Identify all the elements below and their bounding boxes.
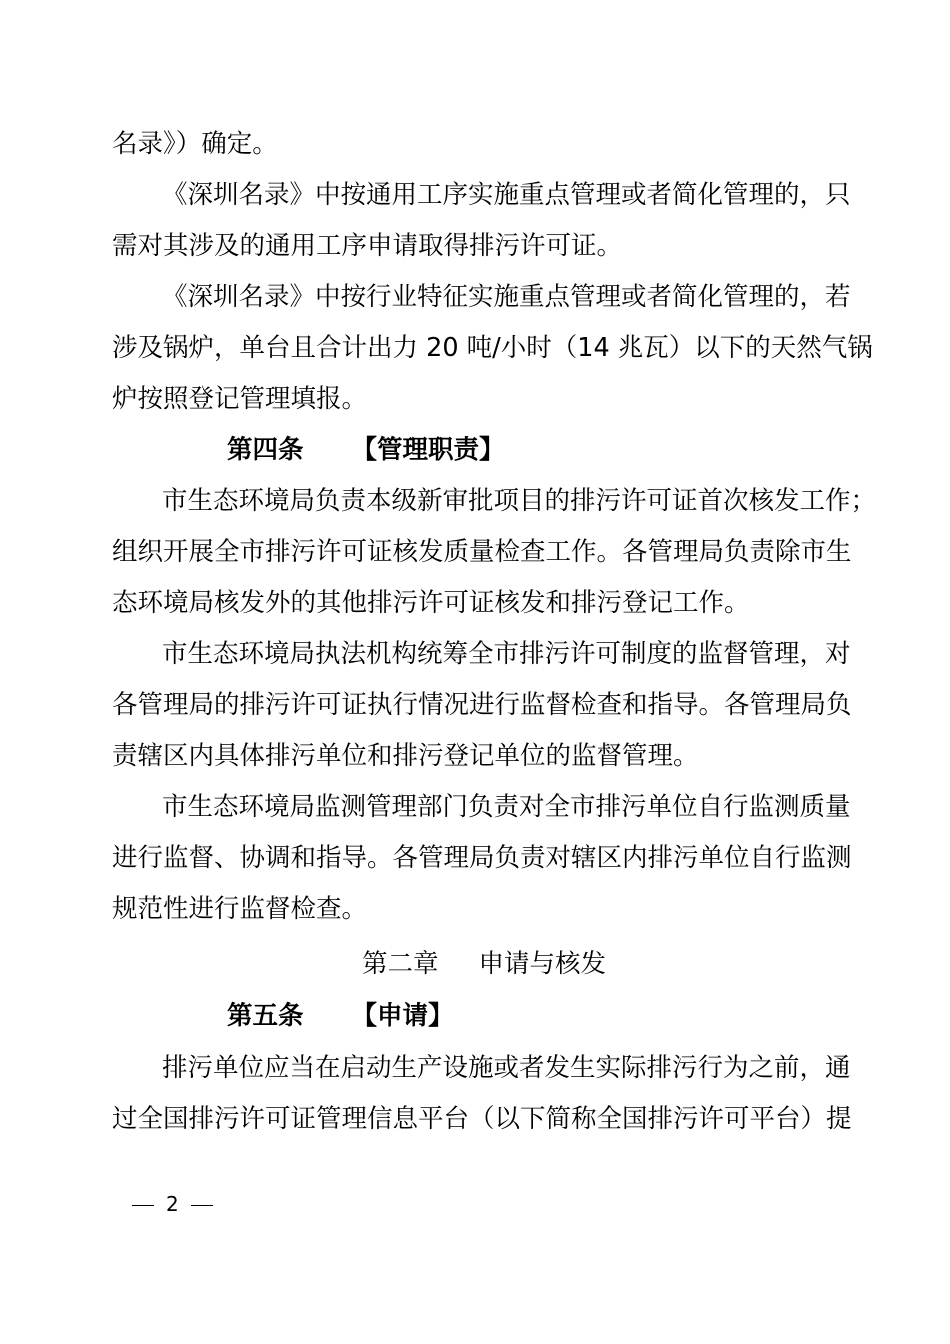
text-line: 名录》）确定。 [112, 129, 278, 159]
text-line: 排污单位应当在启动生产设施或者发生实际排污行为之前，通 [162, 1053, 851, 1083]
text-line: 各管理局的排污许可证执行情况进行监督检查和指导。各管理局负 [112, 690, 852, 720]
text-line: 组织开展全市排污许可证核发质量检查工作。各管理局负责除市生 [112, 537, 852, 567]
text-line: 过全国排污许可证管理信息平台（以下简称全国排污许可平台）提 [112, 1104, 852, 1134]
article-title: 【申请】 [351, 1001, 454, 1031]
article-title: 【管理职责】 [351, 435, 505, 465]
footer-dash-left [132, 1205, 154, 1207]
text-line: 《深圳名录》中按通用工序实施重点管理或者简化管理的，只 [162, 180, 851, 210]
text-line: 进行监督、协调和指导。各管理局负责对辖区内排污单位自行监测 [112, 843, 852, 873]
text-line: 市生态环境局执法机构统筹全市排污许可制度的监督管理，对 [162, 639, 851, 669]
text-line: 市生态环境局负责本级新审批项目的排污许可证首次核发工作； [162, 486, 877, 516]
chapter-number: 第二章 [362, 949, 439, 979]
text-line: 涉及锅炉，单台且合计出力 20 吨/小时（14 兆瓦）以下的天然气锅 [112, 333, 873, 363]
article-number: 第四条 [227, 435, 304, 465]
footer-dash-right [191, 1205, 213, 1207]
chapter-2-heading [362, 946, 606, 982]
text-line: 市生态环境局监测管理部门负责对全市排污单位自行监测质量 [162, 792, 851, 822]
text-line: 责辖区内具体排污单位和排污登记单位的监督管理。 [112, 741, 699, 771]
page-footer [132, 1190, 213, 1218]
article-5-heading [227, 998, 454, 1034]
text-line: 炉按照登记管理填报。 [112, 384, 368, 414]
text-line: 《深圳名录》中按行业特征实施重点管理或者简化管理的，若 [162, 282, 851, 312]
text-line: 需对其涉及的通用工序申请取得排污许可证。 [112, 231, 623, 261]
article-4-heading [227, 432, 505, 468]
text-line: 态环境局核发外的其他排污许可证核发和排污登记工作。 [112, 588, 750, 618]
text-line: 规范性进行监督检查。 [112, 894, 368, 924]
page-number: 2 [166, 1192, 179, 1216]
article-number: 第五条 [227, 1001, 304, 1031]
chapter-title: 申请与核发 [478, 949, 607, 979]
